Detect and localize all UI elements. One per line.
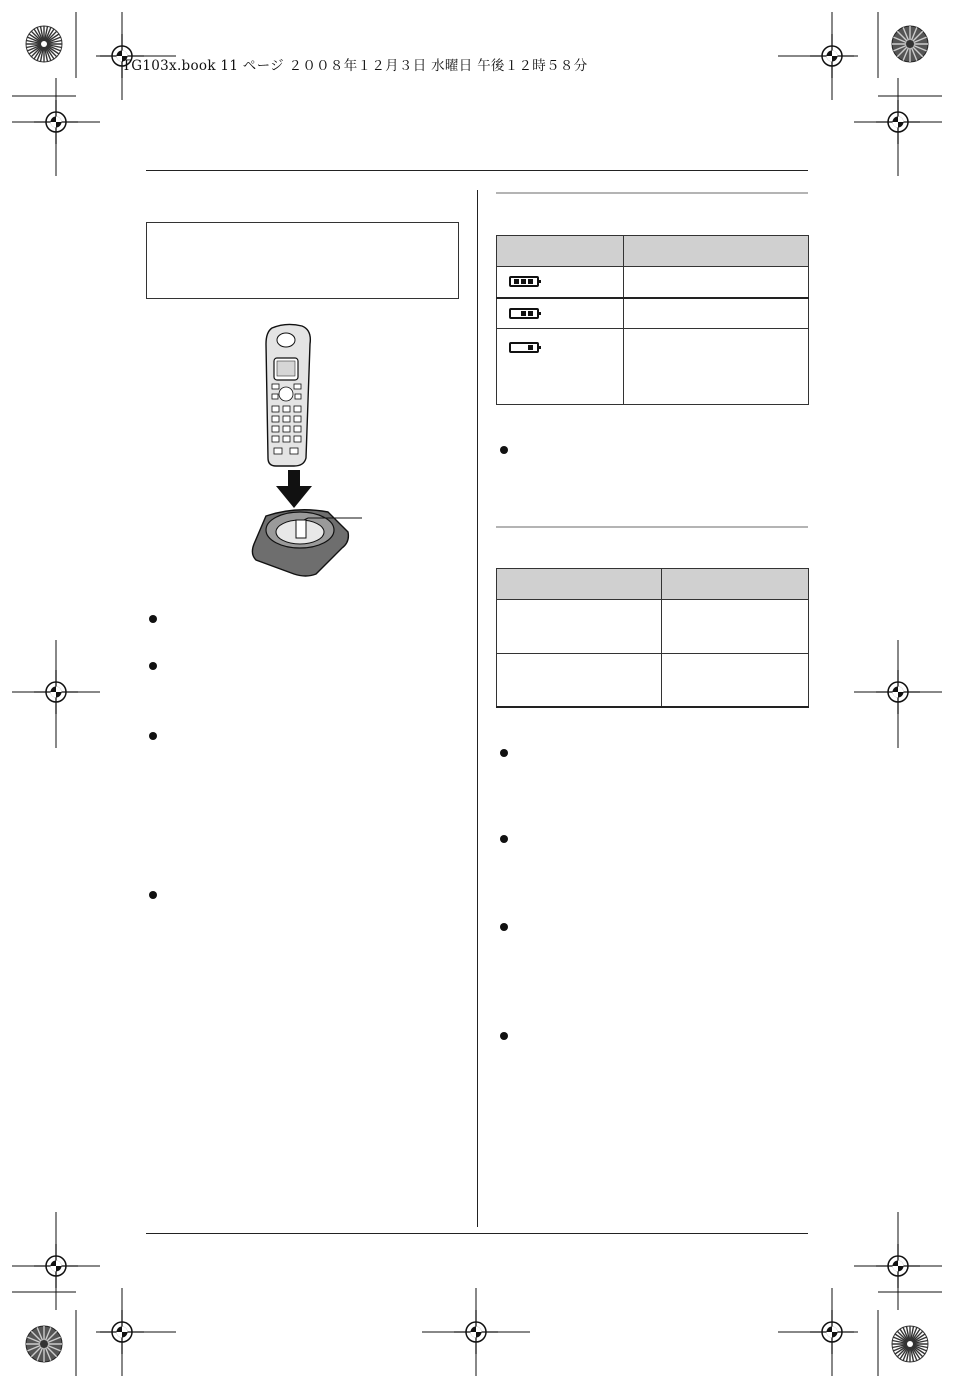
bullet <box>149 662 157 670</box>
table-row <box>497 267 809 298</box>
table-row <box>497 298 809 329</box>
table-row <box>497 654 809 707</box>
battery-full-icon <box>509 276 539 287</box>
notice-box <box>146 222 459 299</box>
bullet <box>500 446 508 454</box>
battery-table-header-status <box>624 236 809 267</box>
battery-medium-icon <box>509 308 539 319</box>
battery-level-table <box>496 235 809 405</box>
section-rule-battery <box>496 192 808 194</box>
battery-performance-table <box>496 568 809 708</box>
battery-table-header-icon <box>497 236 624 267</box>
bottom-rule <box>146 1233 808 1234</box>
charger-base-icon <box>252 510 362 576</box>
table-row <box>497 600 809 654</box>
section-rule-performance <box>496 526 808 528</box>
performance-table-header-operation <box>497 569 662 600</box>
bullet <box>149 615 157 623</box>
top-rule <box>146 170 808 171</box>
performance-table-header-time <box>662 569 809 600</box>
down-arrow-icon <box>276 470 312 508</box>
handset-icon <box>266 324 310 466</box>
bullet <box>500 1032 508 1040</box>
bullet <box>500 749 508 757</box>
bullet <box>500 923 508 931</box>
bullet <box>500 835 508 843</box>
bullet <box>149 732 157 740</box>
bullet <box>149 891 157 899</box>
column-divider <box>477 190 478 1227</box>
battery-low-icon <box>509 342 539 353</box>
table-row <box>497 329 809 405</box>
handset-charging-illustration <box>246 322 366 582</box>
print-header-info: TG103x.book 11 ページ ２００８年１２月３日 水曜日 午後１２時５８分 <box>122 58 588 74</box>
